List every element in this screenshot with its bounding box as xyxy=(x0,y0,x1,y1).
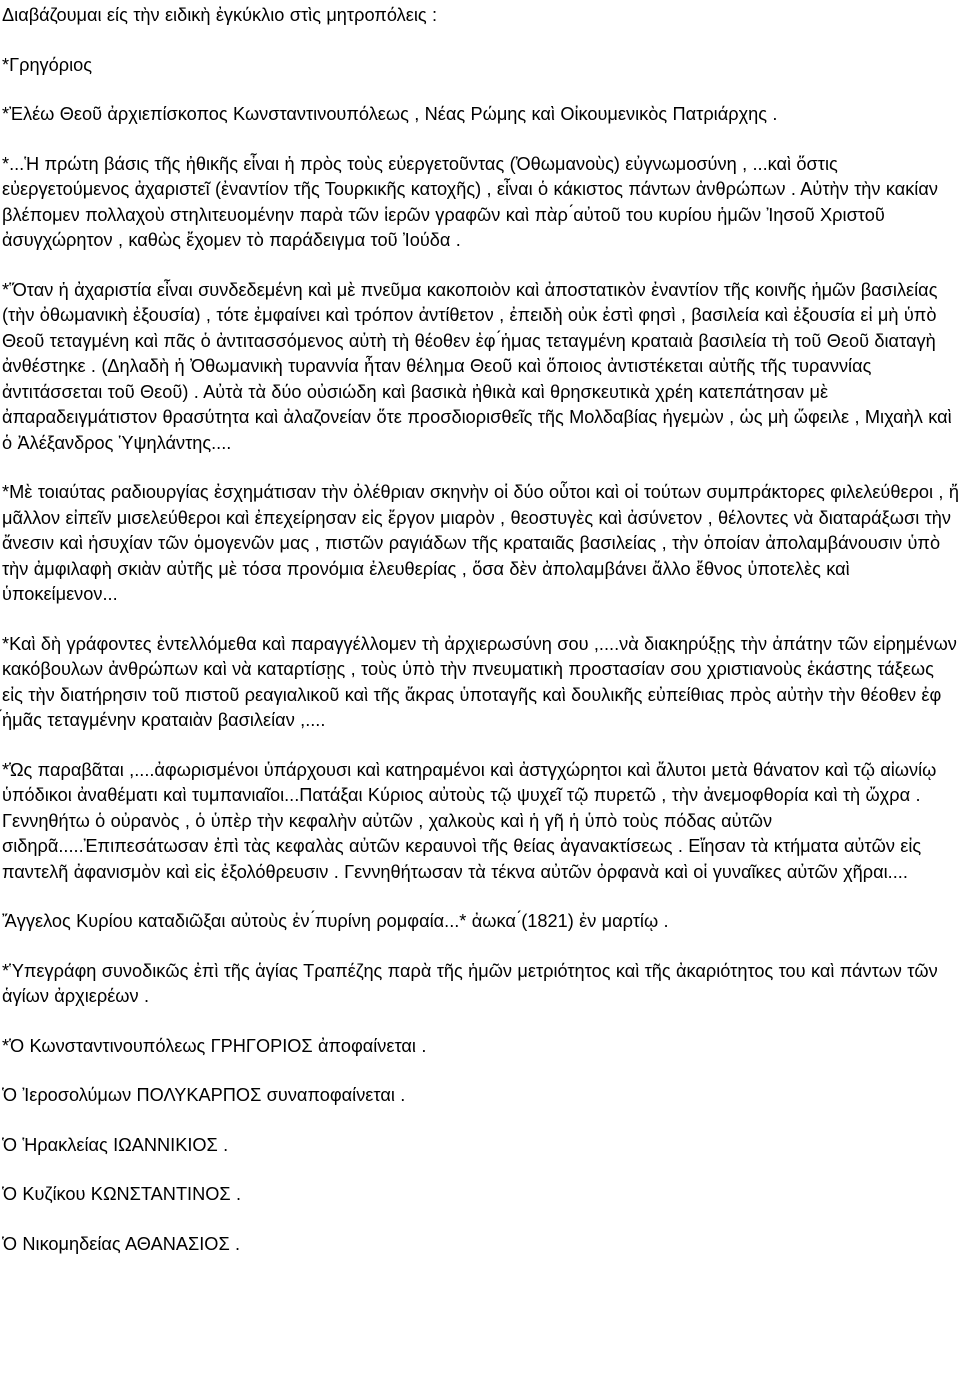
signatory-konstantinos: Ὁ Κυζίκου ΚΩΝΣΤΑΝΤΙΝΟΣ . xyxy=(2,1184,242,1204)
paragraph-angel-date: Ἄγγελος Κυρίου καταδιῶξαι αὐτοὺς ἐν ́πυρίνη ρομφαία...* ἀωκα ́(1821) ἐν μαρτίῳ . xyxy=(2,911,669,931)
signatory-athanasios: Ὁ Νικομηδείας ΑΘΑΝΑΣΙΟΣ . xyxy=(2,1233,241,1254)
paragraph-intrigues: *Μὲ τοιαύτας ραδιουργίας ἐσχημάτισαν τὴν ὀλέθριαν σκηνὴν οἱ δύο οὗτοι καὶ οἱ τούτων συμπράκτορες φιλελεύθεροι , ἤ μᾶλλον εἰπεῖν μισελεύθεροι καὶ ἐπεχείρησαν εἰς ἔργον μιαρὸν , θεοστυγὲς καὶ ἀσύνετον , θέλοντες νὰ διαταράξωσι τὴν ἄνεσιν καὶ ἡσυχίαν τῶν ὁμογενῶν μας , πιστῶν ραγιάδων τῆς κραταιᾶς βασιλείας , τὴν ὁποίαν ἀπολαμβάνουσιν ὑπὸ τὴν ἀμφιλαφὴ σκιὰν αὐτῆς μὲ τόσα προνόμια ἐλευθερίας , ὅσα δὲν ἀπολαμβάνει ἄλλο ἔθνος ὑποτελὲς καὶ ὑποκείμενον... xyxy=(2,482,959,604)
intro-line: Διαβάζουμαι είς τὴν ειδικὴ ἐγκύκλιο στὶς μητροπόλεις : xyxy=(2,5,438,25)
author-title: *Ἐλέω Θεοῦ ἀρχιεπίσκοπος Κωνσταντινουπόλεως , Νέας Ρώμης καὶ Οἰκουμενικὸς Πατριάρχης . xyxy=(2,104,778,124)
paragraph-command: *Καὶ δὴ γράφοντες ἐντελλόμεθα καὶ παραγγέλλομεν τὴ ἀρχιερωσύνη σου ,....νὰ διακηρύξῃς τὴν ἀπάτην τῶν εἰρημένων κακόβουλων ἀνθρώπων καὶ νὰ καταρτίσῃς , τοὺς ὑπὸ τὴν πνευματικὴ προστασίαν σου χριστιανοὺς ἑκάστης τάξεως εἰς τὴν διατήρησιν τοῦ πιστοῦ ρεαγιαλικοῦ καὶ τῆς ἄκρας ὑποταγῆς καὶ δουλικῆς εὐπείθιας πρὸς αὐτὴν τὴν θέοθεν ἐφ ́ἡμᾶς τεταγμένην κραταιὰν βασιλείαν ,.... xyxy=(2,633,957,730)
signatory-ioannikios: Ὁ Ἡρακλείας ΙΩΑΝΝΙΚΙΟΣ . xyxy=(2,1134,229,1155)
paragraph-anathema: *Ὡς παραβᾶται ,....ἀφωρισμένοι ὑπάρχουσι καὶ κατηραμένοι καὶ ἀστγχώρητοι καὶ ἄλυτοι μετὰ θάνατον καὶ τῷ αἰωνίῳ ὑπόδικοι ἀναθέματι καὶ τυμπανιαῖοι...Πατάξαι Κύριος αὐτοὺς τῷ ψυχεῖ τῷ πυρετῶ , τὴν ἀνεμοφθορία καὶ τὴ ὤχρα . Γεννηθήτω ὁ οὐρανὸς , ὁ ὑπὲρ τὴν κεφαλὴν αὐτῶν , χαλκοὺς καὶ ἡ γῆ ἡ ὑπὸ τοὺς πόδας αὐτῶν σιδηρᾶ.....Ἐπιπεσάτωσαν ἐπὶ τὰς κεφαλὰς αὐτῶν κεραυνοὶ τῆς θείας ἀγανακτίσεως . Εἴησαν τὰ κτήματα αὐτῶν εἰς παντελῆ ἀφανισμὸν καὶ εἰς ἐξολόθρευσιν . Γεννηθήτωσαν τὰ τέκνα αὐτῶν ὀρφανὰ καὶ οἱ γυναῖκες αὐτῶν χῆραι.... xyxy=(2,759,937,882)
paragraph-signed: *Ὑπεγράφη συνοδικῶς ἐπὶ τῆς ἁγίας Τραπέζης παρὰ τῆς ἡμῶν μετριότητος καὶ τῆς ἀκαριότητος του καὶ πάντων τῶν ἁγίων ἀρχιερέων . xyxy=(2,960,938,1006)
author-name: *Γρηγόριος xyxy=(2,54,93,75)
signatory-polykarpos: Ὁ Ἰεροσολύμων ΠΟΛΥΚΑΡΠΟΣ συναποφαίνεται . xyxy=(2,1085,406,1105)
paragraph-gratitude: *...Ἡ πρώτη βάσις τῆς ἠθικῆς εἶναι ἡ πρὸς τοὺς εὐεργετοῦντας (Ὀθωμανοὺς) εὐγνωμοσύνη , ...καὶ ὅστις εὐεργετούμενος ἀχαριστεῖ (ἐναντίον τῆς Τουρκικῆς κατοχῆς) , εἶναι ὁ κάκιστος πάντων ἀνθρώπων . Αὐτὴν τὴν κακίαν βλέπομεν πολλαχοὺ στηλιτευομένην παρὰ τῶν ἱερῶν γραφῶν καὶ πὰρ ́αὐτοῦ του κυρίου ἡμῶν Ἰησοῦ Χριστοῦ ἀσυγχώρητον , καθὼς ἔχομεν τὸ παράδειγμα τοῦ Ἰούδα . xyxy=(2,153,938,250)
paragraph-ingratitude: *Ὅταν ἡ ἀχαριστία εἶναι συνδεδεμένη καὶ μὲ πνεῦμα κακοποιὸν καὶ ἀποστατικὸν ἐναντίον τῆς κοινῆς ἡμῶν βασιλείας (τὴν ὀθωμανικὴ ἐξουσία) , τότε ἐμφαίνει καὶ τρόπον ἀντίθετον , ἐπειδὴ οὐκ ἐστὶ φησὶ , βασιλεία καὶ ἐξουσία εἰ μὴ ὑπὸ Θεοῦ τεταγμένη καὶ πᾶς ὁ ἀντιτασσόμενος αὐτὴ τὴ θέοθεν ἐφ ́ἡμας τεταγμένη κραταιὰ βασιλεία τὴ τοῦ Θεοῦ διαταγὴ ἀνθέστηκε . (Δηλαδὴ ἡ Ὀθωμανικὴ τυραννία ἦταν θέλημα Θεοῦ καὶ ὅποιος ἀντιστέκεται αὐτῆς τῆς τυραννίας ἀντιτάσσεται τοῦ Θεοῦ) . Αὐτὰ τὰ δύο οὐσιώδη καὶ βασικὰ ἠθικὰ καὶ θρησκευτικὰ χρέη κατεπάτησαν μὲ ἀπαραδειγμάτιστον θρασύτητα καὶ ἀλαζονείαν ὅτε προσδιορισθεῖς τῆς Μολδαβίας ἡγεμὼν , ὡς μὴ ὤφειλε , Μιχαὴλ καὶ ὁ Ἀλέξανδρος Ὑψηλάντης.... xyxy=(2,279,952,453)
signatory-gregorios: *Ὁ Κωνσταντινουπόλεως ΓΡΗΓΟΡΙΟΣ ἀποφαίνεται . xyxy=(2,1035,427,1056)
